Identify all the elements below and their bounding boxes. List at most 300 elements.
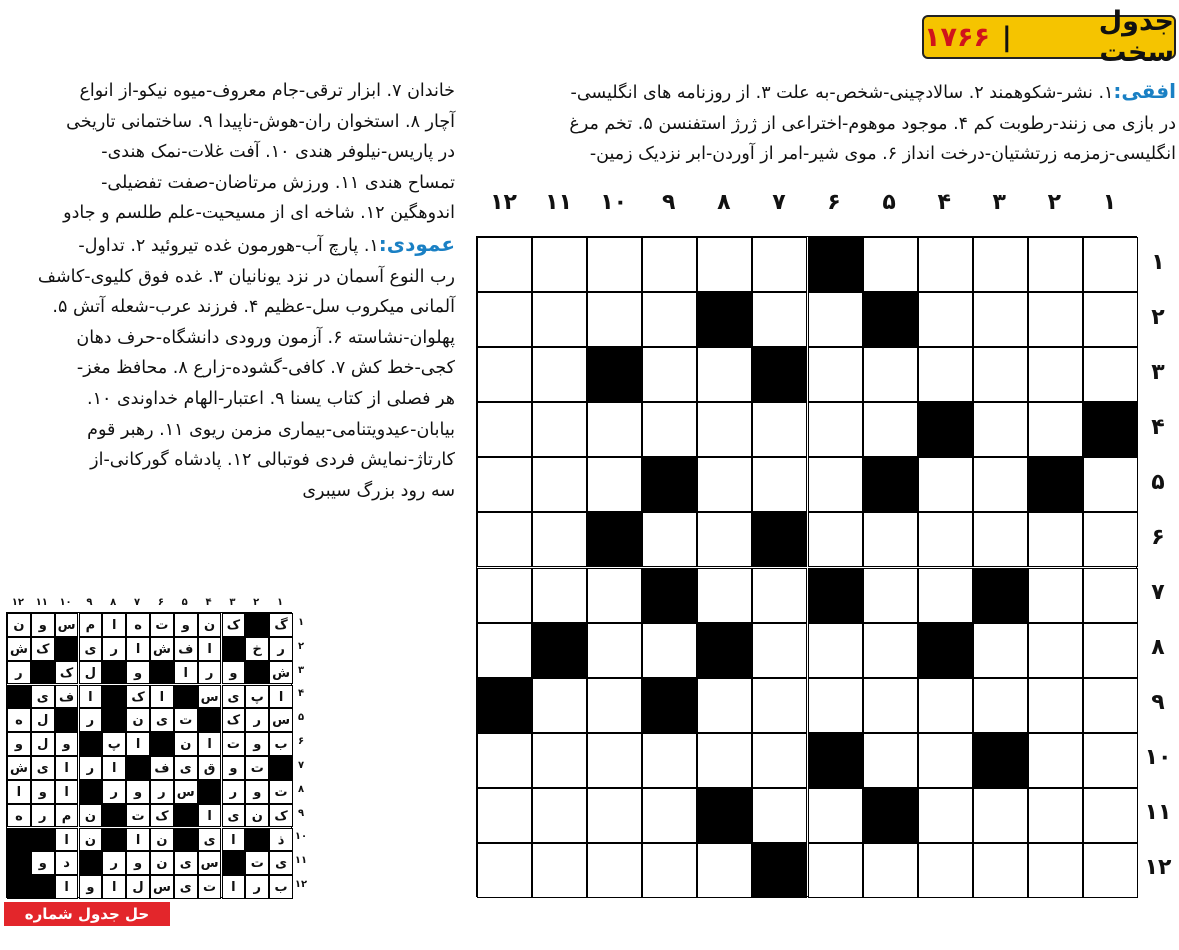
solution-row-number: ۷: [297, 759, 305, 771]
horizontal-heading: افقی:: [1113, 79, 1176, 103]
solution-cell: د: [55, 851, 79, 875]
row-number: ۴: [1151, 414, 1165, 440]
solution-cell: پ: [102, 732, 126, 756]
solution-cell: ک: [150, 804, 174, 828]
solution-black-cell: [222, 637, 246, 661]
grid-cell[interactable]: [477, 788, 532, 843]
grid-cell[interactable]: [1028, 512, 1083, 567]
solution-cell: ا: [7, 780, 31, 804]
solution-cell: ن: [79, 828, 103, 852]
grid-cell[interactable]: [1083, 457, 1138, 512]
horizontal-clue-line: اندوهگین ۱۲. شاخه ای از مسیحیت-علم طلسم و جادو: [63, 203, 455, 224]
row-number: ۹: [1151, 690, 1165, 716]
grid-cell[interactable]: [642, 292, 697, 347]
grid-cell[interactable]: [477, 237, 532, 292]
solution-row-number: ۲: [297, 640, 305, 652]
grid-cell[interactable]: [973, 457, 1028, 512]
row-number: ۱۰: [1144, 745, 1172, 771]
grid-cell[interactable]: [918, 347, 973, 402]
solution-column-number: ۵: [181, 597, 188, 608]
grid-cell[interactable]: [587, 733, 642, 788]
black-cell: [1083, 402, 1138, 457]
solution-cell: ش: [7, 756, 31, 780]
grid-cell[interactable]: [642, 843, 697, 898]
grid-cell[interactable]: [1028, 292, 1083, 347]
solution-cell: ن: [150, 851, 174, 875]
grid-cell[interactable]: [752, 788, 807, 843]
column-number: ۱۲: [490, 190, 517, 215]
grid-cell[interactable]: [918, 568, 973, 623]
grid-cell[interactable]: [808, 347, 863, 402]
grid-cell[interactable]: [808, 788, 863, 843]
grid-cell[interactable]: [1083, 347, 1138, 402]
grid-cell[interactable]: [697, 347, 752, 402]
solution-cell: ر: [79, 708, 103, 732]
solution-cell: ا: [102, 875, 126, 899]
grid-cell[interactable]: [587, 678, 642, 733]
black-cell: [752, 512, 807, 567]
grid-cell[interactable]: [587, 457, 642, 512]
grid-cell[interactable]: [642, 788, 697, 843]
grid-cell[interactable]: [918, 678, 973, 733]
grid-cell[interactable]: [697, 843, 752, 898]
grid-cell[interactable]: [752, 402, 807, 457]
solution-cell: و: [126, 851, 150, 875]
vertical-clue-line: آلمانی میکروب سل-عظیم ۴. فرزند عرب-شعله آتش ۵.: [52, 297, 455, 318]
solution-cell: ر: [222, 780, 246, 804]
solution-cell: ر: [31, 804, 55, 828]
solution-cell: ر: [245, 708, 269, 732]
solution-black-cell: [174, 828, 198, 852]
solution-black-cell: [79, 732, 103, 756]
grid-cell[interactable]: [532, 347, 587, 402]
black-cell: [697, 292, 752, 347]
solution-cell: ف: [150, 756, 174, 780]
solution-cell: ا: [55, 828, 79, 852]
solution-cell: و: [245, 732, 269, 756]
solution-column-number: ۲: [253, 597, 260, 608]
solution-column-number: ۱: [277, 597, 284, 608]
solution-cell: ر: [245, 875, 269, 899]
column-number: ۳: [992, 190, 1006, 215]
solution-cell: ت: [198, 875, 222, 899]
grid-cell[interactable]: [642, 237, 697, 292]
solution-cell: ر: [102, 637, 126, 661]
solution-black-cell: [198, 780, 222, 804]
black-cell: [477, 678, 532, 733]
black-cell: [808, 237, 863, 292]
grid-cell[interactable]: [863, 843, 918, 898]
grid-cell[interactable]: [863, 512, 918, 567]
grid-cell[interactable]: [918, 457, 973, 512]
row-number: ۳: [1151, 359, 1165, 385]
solution-black-cell: [7, 851, 31, 875]
grid-cell[interactable]: [863, 402, 918, 457]
puzzle-title: جدول سخت: [1098, 6, 1174, 68]
grid-cell[interactable]: [697, 512, 752, 567]
solution-grid: [6, 612, 292, 898]
solution-black-cell: [7, 875, 31, 899]
solution-black-cell: [31, 828, 55, 852]
grid-cell[interactable]: [587, 237, 642, 292]
solution-cell: ا: [198, 804, 222, 828]
grid-cell[interactable]: [973, 623, 1028, 678]
vertical-clue-line: عمودی:۱. پارچ آب-هورمون غده تیروئید ۲. تداول-: [78, 231, 455, 256]
grid-cell[interactable]: [863, 623, 918, 678]
solution-cell: و: [55, 732, 79, 756]
solution-black-cell: [7, 685, 31, 709]
grid-cell[interactable]: [808, 623, 863, 678]
solution-cell: ت: [245, 756, 269, 780]
grid-cell[interactable]: [1028, 788, 1083, 843]
grid-cell[interactable]: [808, 678, 863, 733]
grid-cell[interactable]: [697, 568, 752, 623]
solution-cell: س: [150, 875, 174, 899]
grid-cell[interactable]: [1028, 843, 1083, 898]
solution-cell: پ: [245, 685, 269, 709]
grid-cell[interactable]: [477, 457, 532, 512]
grid-cell[interactable]: [973, 347, 1028, 402]
grid-cell[interactable]: [642, 733, 697, 788]
vertical-clue-line: هر فصلی از کتاب یسنا ۹. اعتبار-الهام خداوندی ۱۰.: [87, 388, 455, 409]
row-number: ۱: [1151, 249, 1165, 275]
grid-cell[interactable]: [918, 237, 973, 292]
solution-cell: ی: [174, 756, 198, 780]
grid-cell[interactable]: [973, 788, 1028, 843]
solution-cell: ه: [7, 708, 31, 732]
solution-cell: ن: [245, 804, 269, 828]
solution-black-cell: [102, 828, 126, 852]
solution-cell: ن: [198, 613, 222, 637]
solution-black-cell: [245, 661, 269, 685]
black-cell: [918, 623, 973, 678]
solution-row-number: ۶: [297, 736, 305, 748]
grid-cell[interactable]: [587, 402, 642, 457]
grid-cell[interactable]: [532, 457, 587, 512]
grid-cell[interactable]: [808, 843, 863, 898]
grid-cell[interactable]: [642, 623, 697, 678]
solution-cell: ا: [55, 780, 79, 804]
row-number: ۸: [1151, 635, 1165, 661]
grid-cell[interactable]: [1083, 512, 1138, 567]
solution-black-cell: [222, 851, 246, 875]
solution-cell: ر: [198, 661, 222, 685]
grid-cell[interactable]: [532, 512, 587, 567]
grid-cell[interactable]: [477, 568, 532, 623]
grid-cell[interactable]: [642, 347, 697, 402]
black-cell: [697, 623, 752, 678]
solution-cell: س: [269, 708, 293, 732]
solution-black-cell: [55, 637, 79, 661]
grid-cell[interactable]: [587, 788, 642, 843]
solution-cell: ی: [31, 756, 55, 780]
grid-cell[interactable]: [863, 568, 918, 623]
solution-black-cell: [7, 828, 31, 852]
row-number: ۵: [1151, 469, 1165, 495]
solution-cell: ک: [31, 637, 55, 661]
black-cell: [808, 568, 863, 623]
solution-cell: ی: [79, 637, 103, 661]
solution-cell: و: [79, 875, 103, 899]
grid-cell[interactable]: [642, 512, 697, 567]
grid-cell[interactable]: [477, 733, 532, 788]
grid-cell[interactable]: [1028, 678, 1083, 733]
solution-cell: ک: [55, 661, 79, 685]
solution-black-cell: [55, 708, 79, 732]
grid-cell[interactable]: [752, 733, 807, 788]
horizontal-clue-line: خاندان ۷. ابزار ترقی-جام معروف-میوه نیکو-از انواع: [79, 81, 455, 101]
grid-cell[interactable]: [1083, 623, 1138, 678]
solution-cell: ن: [174, 732, 198, 756]
grid-cell[interactable]: [697, 733, 752, 788]
solution-cell: و: [31, 780, 55, 804]
solution-cell: ر: [102, 851, 126, 875]
solution-cell: ی: [269, 851, 293, 875]
solution-cell: م: [55, 804, 79, 828]
solution-column-number: ۱۰: [59, 597, 72, 608]
solution-black-cell: [31, 661, 55, 685]
grid-cell[interactable]: [1028, 733, 1083, 788]
column-number: ۱: [1102, 190, 1117, 215]
solution-cell: س: [198, 851, 222, 875]
solution-black-cell: [31, 875, 55, 899]
grid-cell[interactable]: [532, 733, 587, 788]
solution-cell: ا: [126, 637, 150, 661]
grid-cell[interactable]: [808, 512, 863, 567]
solution-cell: ن: [150, 828, 174, 852]
solution-cell: ق: [198, 756, 222, 780]
solution-cell: ر: [79, 756, 103, 780]
horizontal-clue-line: انگلیسی-زمزمه زرتشتیان-درخت انداز ۶. موی شیر-امر از آوردن-ابر نزدیک زمین-: [589, 144, 1176, 165]
solution-black-cell: [245, 613, 269, 637]
solution-cell: ن: [7, 613, 31, 637]
solution-cell: و: [126, 661, 150, 685]
solution-cell: ا: [55, 875, 79, 899]
grid-cell[interactable]: [1083, 843, 1138, 898]
grid-cell[interactable]: [477, 347, 532, 402]
grid-cell[interactable]: [1083, 237, 1138, 292]
grid-cell[interactable]: [918, 843, 973, 898]
grid-cell[interactable]: [1028, 623, 1083, 678]
grid-cell[interactable]: [863, 678, 918, 733]
grid-cell[interactable]: [808, 292, 863, 347]
solution-black-cell: [102, 708, 126, 732]
vertical-heading: عمودی:: [378, 231, 455, 256]
puzzle-title-box: [922, 6, 1176, 68]
solution-black-cell: [102, 685, 126, 709]
grid-cell[interactable]: [697, 402, 752, 457]
solution-cell: ر: [102, 780, 126, 804]
grid-cell[interactable]: [532, 402, 587, 457]
grid-cell[interactable]: [918, 788, 973, 843]
grid-cell[interactable]: [532, 292, 587, 347]
grid-cell[interactable]: [532, 678, 587, 733]
title-separator: |: [1001, 21, 1012, 53]
grid-cell[interactable]: [808, 402, 863, 457]
black-cell: [752, 843, 807, 898]
grid-cell[interactable]: [477, 843, 532, 898]
grid-cell[interactable]: [1083, 568, 1138, 623]
grid-cell[interactable]: [918, 733, 973, 788]
solution-cell: ف: [174, 637, 198, 661]
solution-row-number: ۳: [297, 664, 305, 676]
solution-cell: ا: [126, 828, 150, 852]
solution-black-cell: [174, 804, 198, 828]
solution-cell: ش: [269, 661, 293, 685]
grid-cell[interactable]: [973, 292, 1028, 347]
row-number: ۱۱: [1144, 800, 1172, 826]
solution-cell: ک: [222, 708, 246, 732]
column-number: ۶: [827, 190, 841, 215]
grid-cell[interactable]: [918, 512, 973, 567]
black-cell: [918, 402, 973, 457]
grid-cell[interactable]: [1028, 402, 1083, 457]
solution-cell: و: [222, 661, 246, 685]
solution-column-number: ۸: [110, 597, 117, 608]
solution-black-cell: [79, 780, 103, 804]
grid-cell[interactable]: [477, 402, 532, 457]
grid-cell[interactable]: [1083, 678, 1138, 733]
solution-cell: ک: [222, 613, 246, 637]
solution-row-number: ۱: [297, 616, 305, 628]
solution-black-cell: [102, 804, 126, 828]
solution-cell: ا: [79, 685, 103, 709]
black-cell: [642, 678, 697, 733]
grid-cell[interactable]: [1028, 347, 1083, 402]
vertical-clue-line: کارتاژ-نمایش فردی فوتبالی ۱۲. پادشاه گورکانی-از: [90, 450, 455, 471]
grid-cell[interactable]: [477, 512, 532, 567]
horizontal-clue-line: آچار ۸. استخوان ران-هوش-ناپیدا ۹. ساختمانی تاریخی: [66, 111, 455, 132]
solution-cell: ش: [7, 637, 31, 661]
solution-cell: ی: [198, 828, 222, 852]
grid-cell[interactable]: [973, 678, 1028, 733]
grid-cell[interactable]: [918, 292, 973, 347]
grid-cell[interactable]: [587, 568, 642, 623]
solution-column-number: ۴: [205, 597, 212, 608]
grid-cell[interactable]: [697, 457, 752, 512]
grid-cell[interactable]: [1028, 237, 1083, 292]
crossword-grid: [476, 236, 1137, 897]
column-number: ۴: [937, 190, 951, 215]
row-number: ۶: [1151, 524, 1165, 550]
black-cell: [587, 347, 642, 402]
horizontal-clue-line: در پاریس-نیلوفر هندی ۱۰. آفت غلات-نمک هندی-: [101, 142, 455, 163]
solution-cell: ت: [269, 780, 293, 804]
solution-black-cell: [102, 661, 126, 685]
solution-cell: ه: [7, 804, 31, 828]
grid-cell[interactable]: [477, 623, 532, 678]
grid-cell[interactable]: [752, 678, 807, 733]
grid-cell[interactable]: [752, 568, 807, 623]
solution-cell: ش: [150, 637, 174, 661]
solution-cell: ذ: [269, 828, 293, 852]
puzzle-number: ۱۷۶۶: [924, 21, 990, 53]
column-number: ۱۱: [545, 190, 572, 215]
grid-cell[interactable]: [973, 512, 1028, 567]
grid-cell[interactable]: [808, 457, 863, 512]
grid-cell[interactable]: [587, 292, 642, 347]
column-number: ۸: [717, 190, 731, 215]
solution-cell: و: [7, 732, 31, 756]
solution-black-cell: [150, 661, 174, 685]
grid-cell[interactable]: [532, 788, 587, 843]
black-cell: [973, 568, 1028, 623]
grid-cell[interactable]: [477, 292, 532, 347]
grid-cell[interactable]: [532, 568, 587, 623]
grid-cell[interactable]: [532, 843, 587, 898]
grid-cell[interactable]: [697, 678, 752, 733]
grid-cell[interactable]: [752, 292, 807, 347]
horizontal-clue-line: در بازی می زنند-رطوبت کم ۴. موجود موهوم-اختراعی از ژرژ استفنسن ۵. تخم مرغ: [569, 113, 1176, 134]
horizontal-clues: [466, 76, 1176, 170]
solution-column-number: ۱۱: [35, 597, 48, 608]
solution-row-number: ۸: [297, 783, 305, 795]
column-number: ۷: [772, 190, 786, 215]
grid-cell[interactable]: [1028, 568, 1083, 623]
grid-cell[interactable]: [1083, 292, 1138, 347]
column-number: ۵: [882, 190, 896, 215]
solution-cell: و: [174, 613, 198, 637]
grid-cell[interactable]: [532, 237, 587, 292]
column-number: ۹: [662, 190, 676, 215]
grid-cell[interactable]: [752, 457, 807, 512]
solution-cell: ل: [31, 732, 55, 756]
solution-cell: ن: [79, 804, 103, 828]
solution-row-number: ۱۲: [294, 879, 308, 891]
row-number: ۱۲: [1144, 855, 1172, 881]
solution-cell: ا: [222, 828, 246, 852]
grid-cell[interactable]: [752, 623, 807, 678]
solution-cell: ی: [222, 804, 246, 828]
black-cell: [752, 347, 807, 402]
grid-cell[interactable]: [1083, 733, 1138, 788]
solution-column-number: ۹: [86, 597, 93, 608]
black-cell: [863, 292, 918, 347]
grid-cell[interactable]: [863, 347, 918, 402]
solution-cell: ب: [269, 732, 293, 756]
solution-cell: ر: [269, 637, 293, 661]
grid-cell[interactable]: [863, 733, 918, 788]
grid-cell[interactable]: [587, 843, 642, 898]
solution-cell: ف: [55, 685, 79, 709]
solution-column-number: ۷: [134, 597, 141, 608]
solution-cell: ت: [174, 708, 198, 732]
solution-cell: ت: [126, 804, 150, 828]
grid-cell[interactable]: [697, 237, 752, 292]
solution-cell: ا: [55, 756, 79, 780]
grid-cell[interactable]: [752, 237, 807, 292]
grid-cell[interactable]: [1083, 788, 1138, 843]
solution-black-cell: [245, 828, 269, 852]
grid-cell[interactable]: [973, 402, 1028, 457]
grid-cell[interactable]: [642, 402, 697, 457]
grid-cell[interactable]: [863, 237, 918, 292]
black-cell: [863, 788, 918, 843]
grid-cell[interactable]: [973, 237, 1028, 292]
solution-black-cell: [79, 851, 103, 875]
solution-black-cell: [126, 756, 150, 780]
grid-cell[interactable]: [973, 843, 1028, 898]
solution-cell: س: [174, 780, 198, 804]
vertical-clue-line: کجی-خط کش ۷. کافی-گشوده-زارع ۸. محافظ مغز-: [76, 358, 455, 379]
solution-cell: ا: [222, 875, 246, 899]
grid-cell[interactable]: [587, 623, 642, 678]
column-number: ۲: [1047, 190, 1062, 215]
solution-row-number: ۱۱: [294, 855, 308, 867]
solution-column-number: ۱۲: [11, 597, 24, 608]
solution-cell: م: [79, 613, 103, 637]
continued-clues: [0, 76, 455, 506]
